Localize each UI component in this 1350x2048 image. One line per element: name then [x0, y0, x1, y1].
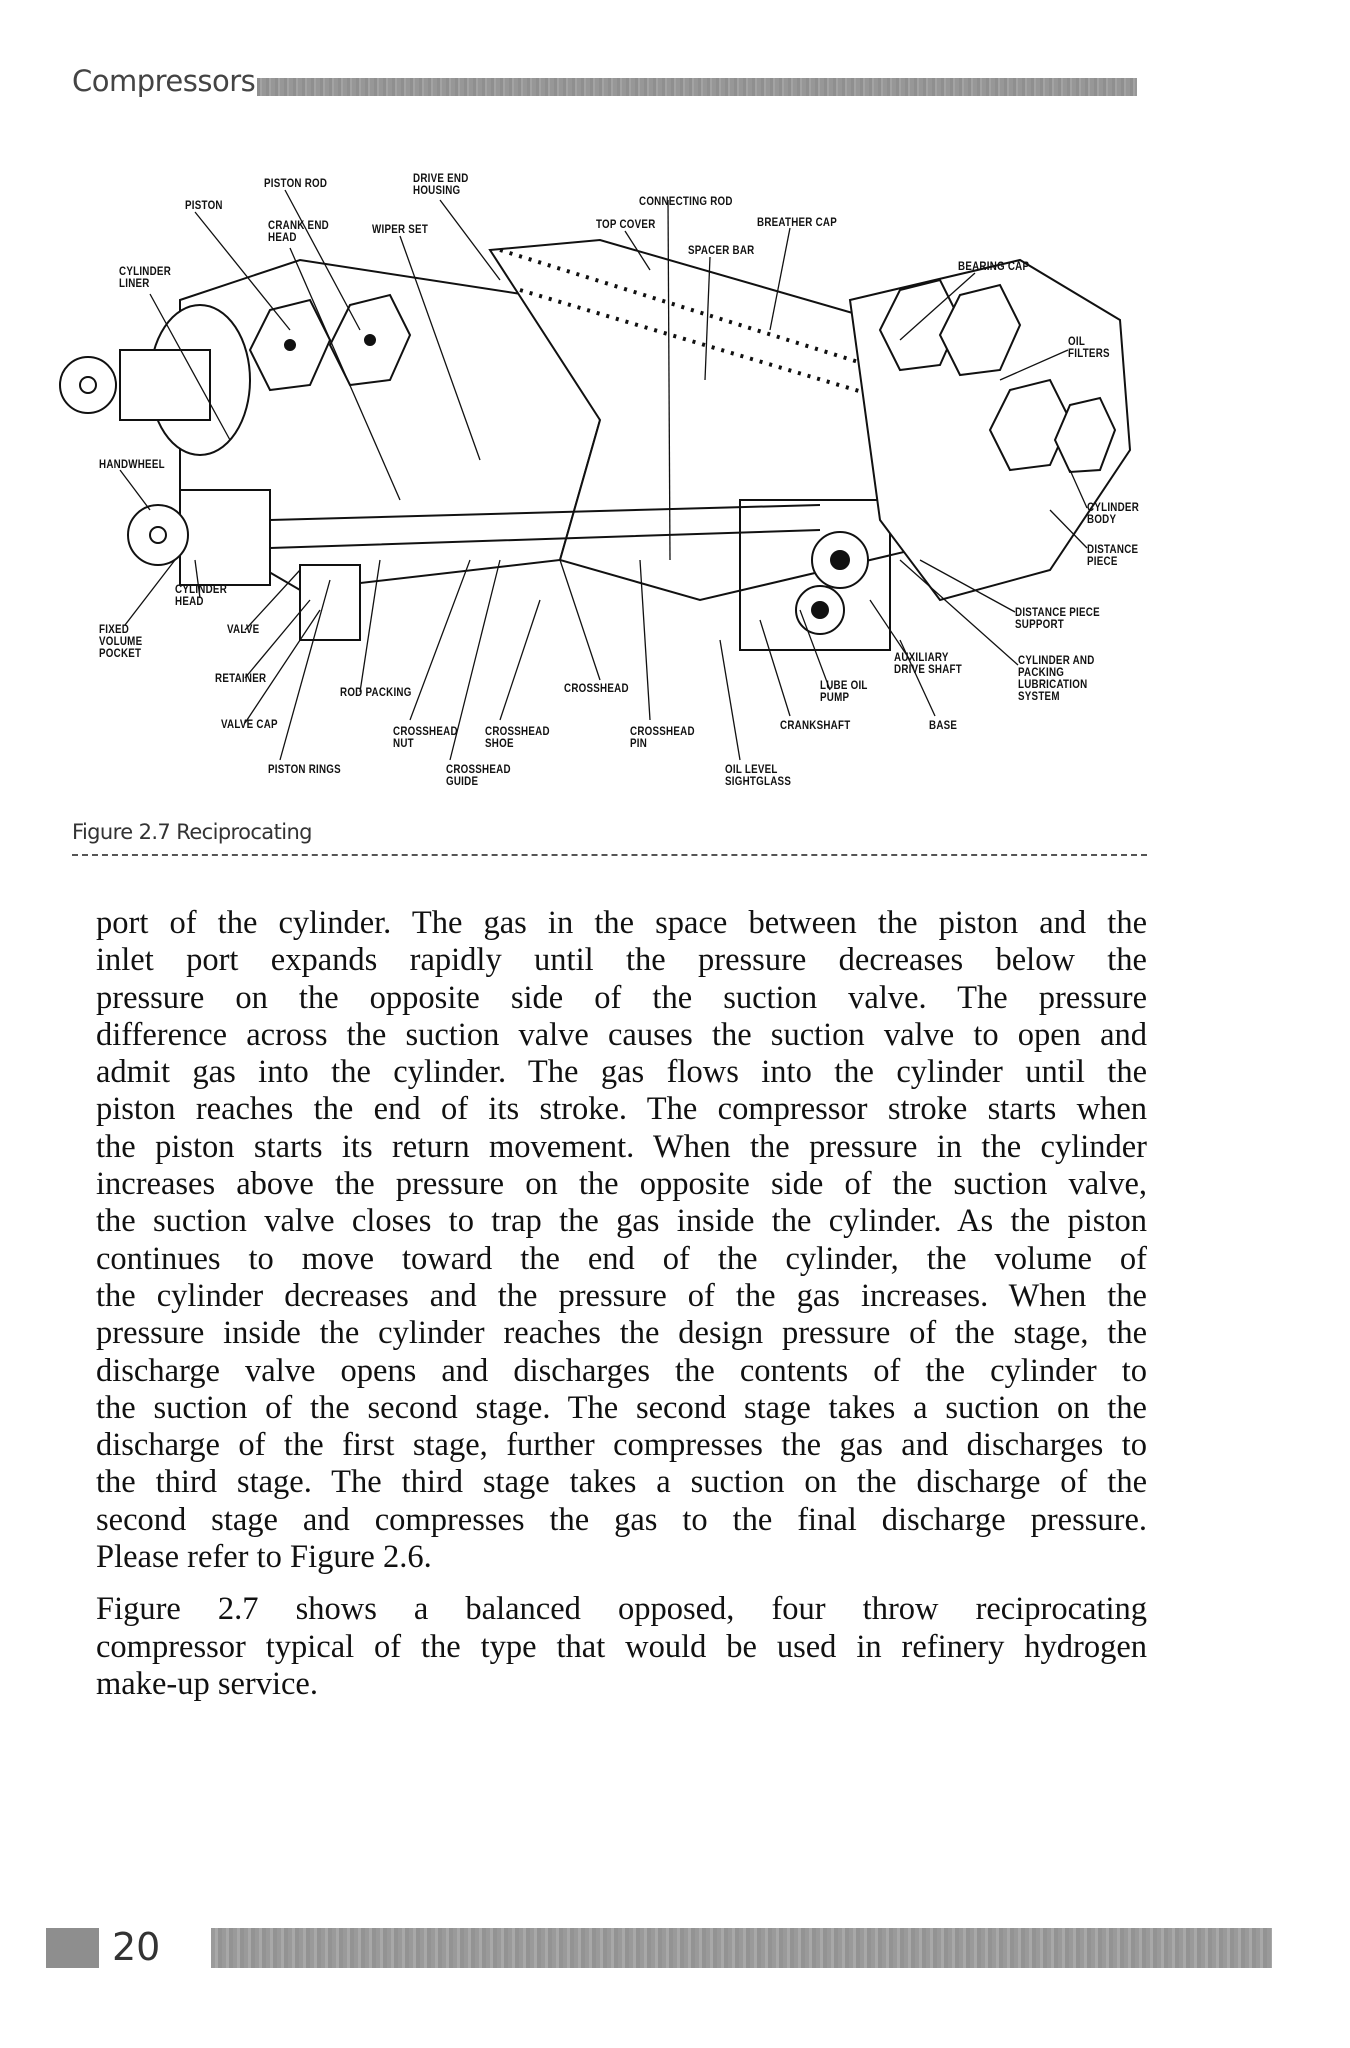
- label-crosshead: CROSSHEAD: [564, 683, 629, 695]
- text-line: compressor typical of the type that would be used in refinery hydrogen: [96, 1628, 1147, 1665]
- text-line: discharge of the first stage, further compresses the gas and discharges to: [96, 1427, 1147, 1464]
- label-fixed-volume-pocket: FIXED VOLUME POCKET: [99, 624, 143, 660]
- footer-square: [46, 1928, 99, 1968]
- text-line: Please refer to Figure 2.6.: [96, 1539, 432, 1576]
- paragraph-2: [96, 1591, 1147, 1703]
- label-crosshead-guide: CROSSHEAD GUIDE: [446, 764, 511, 788]
- text-line: port of the cylinder. The gas in the space between the piston and the: [96, 905, 1147, 941]
- header-bar: [257, 78, 1137, 96]
- text-line: the suction of the second stage. The second stage takes a suction on the: [96, 1389, 1147, 1426]
- label-crosshead-nut: CROSSHEAD NUT: [393, 726, 458, 750]
- label-valve: VALVE: [227, 624, 260, 636]
- label-crank-end-head: CRANK END HEAD: [268, 220, 329, 244]
- text-line: pressure on the opposite side of the suction valve. The pressure: [96, 979, 1147, 1016]
- label-piston-rings: PISTON RINGS: [268, 764, 341, 776]
- figure-caption: Figure 2.7 Reciprocating: [72, 820, 312, 844]
- compressor-illustration: [0, 160, 1350, 810]
- label-top-cover: TOP COVER: [596, 219, 656, 231]
- caption-rule: [72, 854, 1147, 856]
- text-line: make-up service.: [96, 1665, 318, 1702]
- footer-bar: [211, 1928, 1272, 1968]
- text-line: discharge valve opens and discharges the contents of the cylinder to: [96, 1352, 1147, 1389]
- text-line: pressure inside the cylinder reaches the design pressure of the stage, the: [96, 1315, 1147, 1352]
- text-line: the third stage. The third stage takes a suction on the discharge of the: [96, 1464, 1147, 1501]
- label-breather-cap: BREATHER CAP: [757, 217, 838, 229]
- header-title: Compressors: [72, 64, 256, 98]
- label-lube-oil-pump: LUBE OIL PUMP: [820, 680, 868, 704]
- label-oil-level-sightglass: OIL LEVEL SIGHTGLASS: [725, 764, 792, 788]
- label-wiper-set: WIPER SET: [372, 224, 429, 236]
- label-crosshead-shoe: CROSSHEAD SHOE: [485, 726, 550, 750]
- label-piston: PISTON: [185, 200, 223, 212]
- label-distance-piece-support: DISTANCE PIECE SUPPORT: [1015, 607, 1100, 631]
- text-line: second stage and compresses the gas to the final discharge pressure.: [96, 1501, 1147, 1538]
- text-line: difference across the suction valve causes the suction valve to open and: [96, 1016, 1147, 1053]
- label-base: BASE: [929, 720, 958, 732]
- label-connecting-rod: CONNECTING ROD: [639, 196, 733, 208]
- label-distance-piece: DISTANCE PIECE: [1087, 544, 1139, 568]
- compressor-diagram: [0, 160, 1350, 810]
- label-piston-rod: PISTON ROD: [264, 178, 328, 190]
- text-line: continues to move toward the end of the cylinder, the volume of: [96, 1240, 1147, 1277]
- page-number: 20: [112, 1925, 161, 1969]
- text-line: piston reaches the end of its stroke. The compressor stroke starts when: [96, 1091, 1147, 1128]
- label-bearing-cap: BEARING CAP: [958, 261, 1030, 273]
- label-cylinder-liner: CYLINDER LINER: [119, 266, 172, 290]
- label-crankshaft: CRANKSHAFT: [780, 720, 851, 732]
- text-line: the piston starts its return movement. When the pressure in the cylinder: [96, 1128, 1147, 1165]
- paragraph-1: [96, 905, 1147, 1576]
- label-cylinder-head: CYLINDER HEAD: [175, 584, 228, 608]
- label-drive-end-housing: DRIVE END HOUSING: [413, 173, 469, 197]
- label-cylinder-packing-lubrication: CYLINDER AND PACKING LUBRICATION SYSTEM: [1018, 655, 1095, 703]
- text-line: the cylinder decreases and the pressure of the gas increases. When the: [96, 1277, 1147, 1314]
- text-line: increases above the pressure on the opposite side of the suction valve,: [96, 1166, 1147, 1203]
- text-line: inlet port expands rapidly until the pressure decreases below the: [96, 942, 1147, 979]
- text-line: Figure 2.7 shows a balanced opposed, four throw reciprocating: [96, 1591, 1147, 1628]
- label-cylinder-body: CYLINDER BODY: [1087, 502, 1140, 526]
- label-crosshead-pin: CROSSHEAD PIN: [630, 726, 695, 750]
- label-oil-filters: OIL FILTERS: [1068, 336, 1110, 360]
- label-handwheel: HANDWHEEL: [99, 459, 165, 471]
- label-spacer-bar: SPACER BAR: [688, 245, 755, 257]
- label-retainer: RETAINER: [215, 673, 267, 685]
- text-line: admit gas into the cylinder. The gas flows into the cylinder until the: [96, 1054, 1147, 1091]
- label-valve-cap: VALVE CAP: [221, 719, 278, 731]
- text-line: the suction valve closes to trap the gas inside the cylinder. As the piston: [96, 1203, 1147, 1240]
- label-rod-packing: ROD PACKING: [340, 687, 412, 699]
- body-text: [96, 905, 1147, 1703]
- label-auxiliary-drive-shaft: AUXILIARY DRIVE SHAFT: [894, 652, 962, 676]
